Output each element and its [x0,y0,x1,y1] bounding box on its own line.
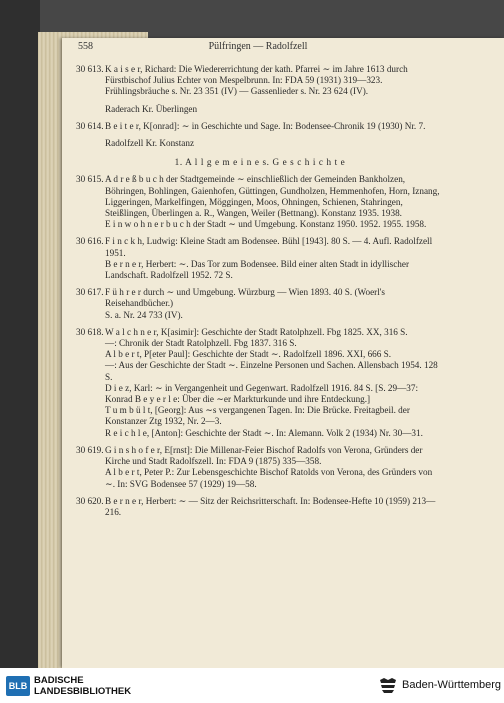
bibliography-entry [78,121,442,132]
baden-wuerttemberg-crest-icon [378,677,398,695]
bibliography-entry [78,445,442,490]
entry-subline: A l b e r t, Peter P.: Zur Lebensgeschichte Bischof Ratolds von Verona, des Gründers von ∼. In: SVG Bodensee 57 (1929) 19—58. [105,467,433,489]
entry-text: W a l c h n e r, K[asimir]: Geschichte der Stadt Ratolphzell. Fbg 1825. XX, 316 S. [105,326,408,337]
bibliography-entry [78,327,442,439]
page-content [78,64,442,524]
author-name: K a i s e r [105,64,141,74]
entry-number: 30 616. [76,236,104,247]
bibliography-entry [78,64,442,98]
author-name: W a l c h n e r [105,326,157,337]
place-heading: Raderach Kr. Überlingen [105,103,198,114]
entry-number: 30 613. [76,64,104,74]
state-name[interactable]: Baden-Württemberg [402,679,502,691]
bibliography-entry [78,174,442,230]
bibliography-entry [78,496,442,518]
place-heading: Radolfzell Kr. Konstanz [105,138,195,149]
entry-text: F ü h r e r durch ∼ und Umgebung. Würzburg — Wien 1893. 40 S. (Woerl's Reisehandbücher.) [105,287,386,309]
entry-number: 30 614. [76,120,104,131]
entry-text: G i n s h o f e r, E[rnst]: Die Millenar-Feier Bischof Radolfs von Verona, Gründers der Kirche und Stadt Radolfszell. In: FDA 9 (1875) 335—358. [105,444,423,467]
section-heading: 1. A l l g e m e i n e s. G e s c h i c h t e [174,157,346,168]
entry-number: 30 615. [76,174,104,185]
entry-subline: D i e z, Karl: ∼ in Vergangenheit und Gegenwart. Radolfzell 1916. 84 S. [S. 29—37: Konrad B e y e r l e: Über die ∼er Markturkunde und ihre Entdeckung.] [105,382,419,405]
entry-subline: Frühlingsbräuche s. Nr. 23 351 (IV) — Gassenlieder s. Nr. 23 624 (IV). [105,86,369,97]
entry-subline: —: Aus der Geschichte der Stadt ∼. Einzelne Personen und Sachen. Allensbach 1954. 128 S. [105,360,438,382]
entry-text: K a i s e r, Richard: Die Wiedererrichtung der kath. Pfarrei ∼ im Jahre 1613 durch Fürstbischof Julius Echter von Mespelbrunn. In: FDA 59 (1931) 319—323. [105,64,408,86]
page-number: 558 [78,41,93,52]
entry-text: B e r n e r, Herbert: ∼ — Sitz der Reichsritterschaft. In: Bodensee-Hefte 10 (1959) 213—216. [105,495,436,517]
entry-number: 30 618. [76,326,104,337]
entry-subline: B e r n e r, Herbert: ∼. Das Tor zum Bodensee. Bild einer alten Stadt in idyllischer Landschaft. Radolfzell 1952. 72 S. [105,258,410,281]
entry-subline: T u m b ü l t, [Georg]: Aus ∼s vergangenen Tagen. In: Die Brücke. Freitagbeil. der Konstanzer Ztg 1932, Nr. 2—3. [105,405,410,427]
running-title: Pülfringen — Radolfzell [208,41,308,52]
scanner-margin [0,0,40,668]
bibliography-entry [78,236,442,281]
author-name: F ü h r e r [105,287,141,298]
entry-subline: —: Chronik der Stadt Ratolphzell. Fbg 1837. 316 S. [105,338,297,349]
library-name[interactable]: BADISCHE LANDESBIBLIOTHEK [34,675,132,697]
entry-number: 30 619. [76,444,104,455]
author-name: F i n c k h [105,236,143,247]
entry-text: A d r e ß b u c h der Stadtgemeinde ∼ einschließlich der Gemeinden Bankholzen, Böhringen, Bohlingen, Gaienhofen, Güttingen, Gundholzen, Hemmenhofen, Horn, Iznang, Liggeringen, Markelfingen, Möggingen, Moos, Ohningen, Schienen, Stahringen, Steißlingen, Überlingen a. R., Wangen, Weiler (Bettnang). Konstanz 1935. 1938. [105,174,440,219]
entry-number: 30 620. [76,495,104,506]
entry-number: 30 617. [76,287,104,298]
bibliography-entry [78,287,442,321]
entry-subline: R e i c h l e, [Anton]: Geschichte der Stadt ∼. In: Alemann. Volk 2 (1934) Nr. 30—31. [105,427,423,438]
entry-subline: A l b e r t, P[eter Paul]: Geschichte der Stadt ∼. Radolfzell 1896. XXI, 666 S. [105,349,392,360]
author-name: A d r e ß b u c h [105,174,164,185]
library-footer [0,668,504,703]
author-name: B e r n e r [105,495,142,506]
blb-logo[interactable]: BLB [6,676,30,696]
entry-text: B e i t e r, K[onrad]: ∼ in Geschichte und Sage. In: Bodensee-Chronik 19 (1930) Nr. 7. [105,120,426,131]
entry-subline: S. a. Nr. 24 733 (IV). [105,309,183,320]
author-name: G i n s h o f e r [105,444,160,455]
author-name: B e i t e r [105,120,139,131]
entry-text: F i n c k h, Ludwig: Kleine Stadt am Bodensee. Bühl [1943]. 80 S. — 4. Aufl. Radolfzell 1951. [105,236,433,258]
entry-subline: E i n w o h n e r b u c h der Stadt ∼ und Umgebung. Konstanz 1950. 1952. 1955. 1958. [105,219,427,230]
